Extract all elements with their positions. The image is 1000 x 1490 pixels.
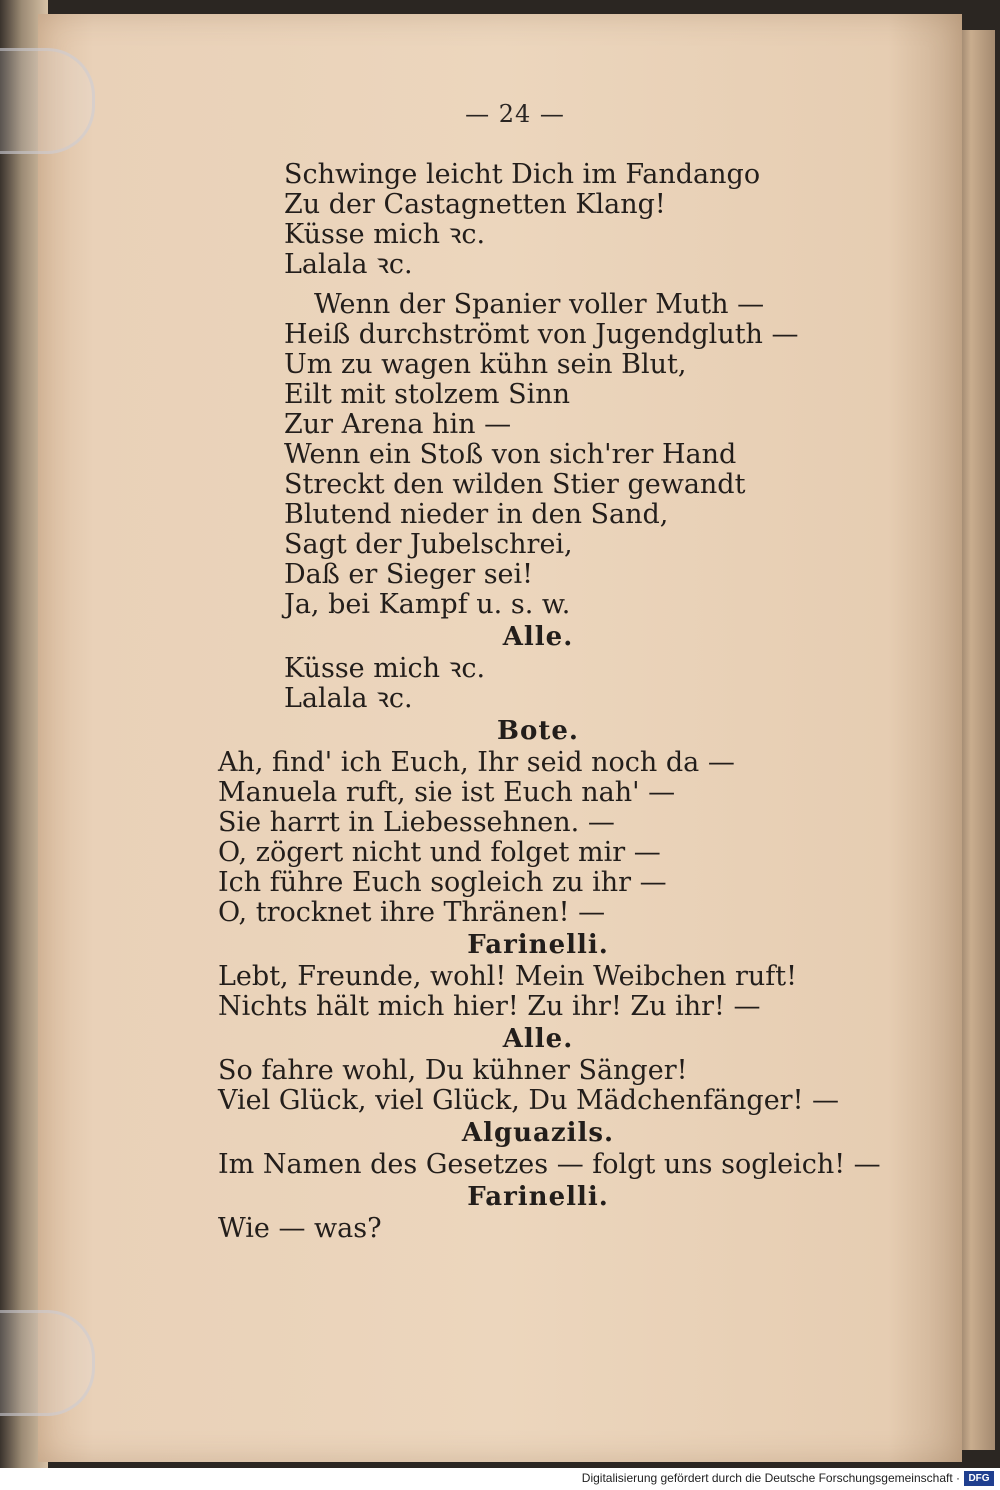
verse-line: Viel Glück, viel Glück, Du Mädchenfänger! —: [218, 1085, 840, 1116]
page-number: — 24 —: [465, 100, 565, 128]
verse-line: Zu der Castagnetten Klang!: [284, 189, 666, 220]
speaker-heading: Bote.: [497, 716, 579, 746]
verse-line: Wenn ein Stoß von sich'rer Hand: [284, 439, 737, 470]
verse-line: Daß er Sieger sei!: [284, 559, 534, 590]
verse-line: Manuela ruft, sie ist Euch nah' —: [218, 777, 676, 808]
verse-line: Eilt mit stolzem Sinn: [284, 379, 570, 410]
verse-line: Nichts hält mich hier! Zu ihr! Zu ihr! —: [218, 991, 761, 1022]
verse-line: Wenn der Spanier voller Muth —: [314, 289, 765, 320]
verse-line: O, trocknet ihre Thränen! —: [218, 897, 606, 928]
verse-line: Zur Arena hin —: [284, 409, 512, 440]
page-clip-bottom: [0, 1310, 95, 1416]
verse-line: So fahre wohl, Du kühner Sänger!: [218, 1055, 688, 1086]
verse-line: Ah, find' ich Euch, Ihr seid noch da —: [218, 747, 735, 778]
verse-line: Küsse mich ꝛc.: [284, 219, 486, 250]
verse-line: Sagt der Jubelschrei,: [284, 529, 573, 560]
speaker-heading: Alle.: [502, 622, 574, 652]
verse-line: Im Namen des Gesetzes — folgt uns sogleich! —: [218, 1149, 881, 1180]
speaker-heading: Alle.: [502, 1024, 574, 1054]
verse-line: Lebt, Freunde, wohl! Mein Weibchen ruft!: [218, 961, 797, 992]
dfg-logo: DFG: [964, 1471, 994, 1486]
verse-line: Heiß durchströmt von Jugendgluth —: [284, 319, 799, 350]
verse-line: Lalala ꝛc.: [284, 249, 413, 280]
speaker-heading: Alguazils.: [461, 1118, 615, 1148]
speaker-heading: Farinelli.: [467, 1182, 609, 1212]
verse-line: Blutend nieder in den Sand,: [284, 499, 669, 530]
footer-bar: [0, 1468, 1000, 1490]
verse-line: Schwinge leicht Dich im Fandango: [284, 159, 761, 190]
page-text: [218, 159, 881, 1244]
verse-line: Sie harrt in Liebessehnen. —: [218, 807, 615, 838]
verse-line: Streckt den wilden Stier gewandt: [284, 469, 746, 500]
funding-credit: Digitalisierung gefördert durch die Deutsche Forschungsgemeinschaft ·: [581, 1471, 960, 1485]
verse-line: Küsse mich ꝛc.: [284, 653, 486, 684]
verse-line: Ja, bei Kampf u. s. w.: [284, 589, 571, 620]
verse-line: Wie — was?: [218, 1213, 382, 1244]
verse-line: Ich führe Euch sogleich zu ihr —: [218, 867, 667, 898]
speaker-heading: Farinelli.: [467, 930, 609, 960]
verse-line: Um zu wagen kühn sein Blut,: [284, 349, 687, 380]
verse-line: Lalala ꝛc.: [284, 683, 413, 714]
verse-line: O, zögert nicht und folget mir —: [218, 837, 661, 868]
